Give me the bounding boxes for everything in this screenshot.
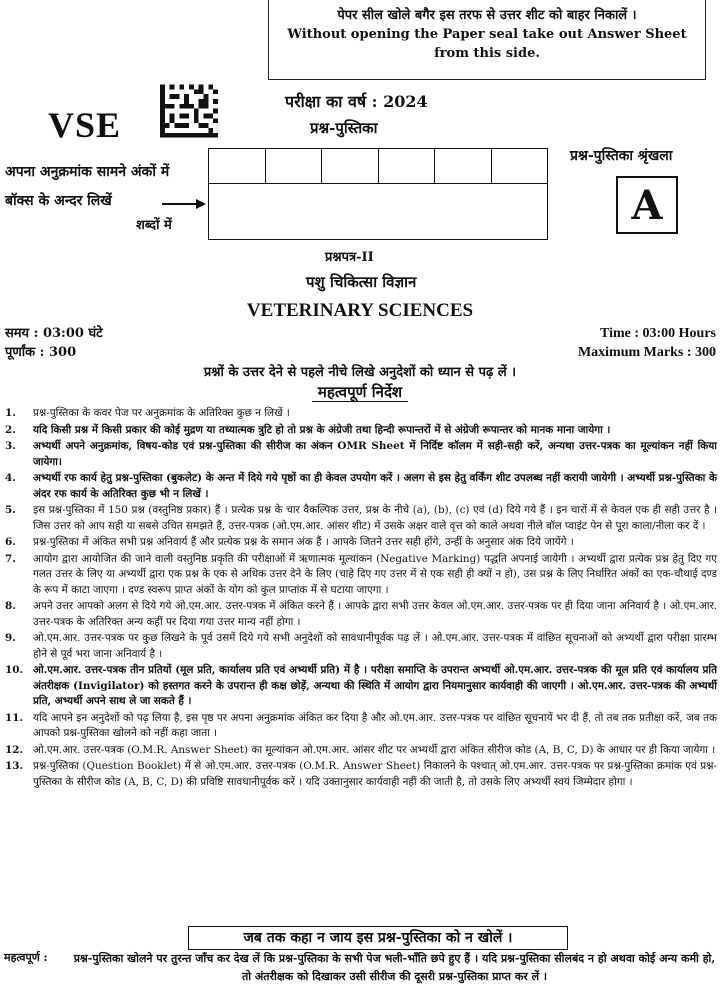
instruction-text: प्रश्न-पुस्तिका में अंकित सभी प्रश्न अनिवार्य हैं और प्रत्येक प्रश्न के समान अंक हैं । आपके जितने उत्तर सही होंगे, उन्हीं के अनुसार अंक दिये जायेंगे । <box>33 536 574 548</box>
roll-instruction <box>5 158 169 216</box>
arrow-right-icon <box>160 196 208 212</box>
roll-digit-box[interactable] <box>379 149 436 183</box>
instruction-text: अभ्यर्थी अपने अनुक्रमांक, विषय-कोड एवं प्रश्न-पुस्तिका की सीरीज का अंकन OMR Sheet में निर्दिष्ट कॉलम में सही-सही करें, अन्यथा उत्तर-पत्रक का मूल्यांकन नहीं किया जायेगा। <box>33 440 717 468</box>
marks-hindi: पूर्णांक : 300 <box>5 345 77 360</box>
roll-digit-box[interactable] <box>266 149 323 183</box>
instruction-text: ओ.एम.आर. उत्तर-पत्रक तीन प्रतियों (मूल प्रति, कार्यालय प्रति एवं अभ्यर्थी प्रति) में है । परीक्षा समाप्ति के उपरान्त अभ्यर्थी ओ.एम.आर. उत्तर-पत्रक की मूल प्रति एवं कार्यालय प्रति अंतरीक्षक (Invigilator) को हस्तगत करने के उपरान्त ही कक्ष छोड़ें, अन्यथा की स्थिति में आयोग द्वारा नियमानुसार कार्यवाही की जाएगी । ओ.एम.आर. उत्तर-पत्रक की अभ्यर्थी प्रति, अभ्यर्थी अपने साथ ले जा सकते हैं । <box>33 664 717 707</box>
instruction-text: ओ.एम.आर. उत्तर-पत्रक पर कुछ लिखने के पूर्व उसमें दिये गये सभी अनुदेशों को सावधानीपूर्वक पढ़ लें । ओ.एम.आर. उत्तर-पत्रक में वांछित सूचनाओं को अभ्यर्थी द्वारा परीक्षा प्रारम्भ होने से पूर्व भरा जाना अनिवार्य है । <box>33 632 717 660</box>
roll-instruction-line2: बॉक्स के अन्दर लिखें <box>5 193 112 209</box>
roll-digit-box[interactable] <box>435 149 492 183</box>
roll-digit-box[interactable] <box>322 149 379 183</box>
roll-number-words-box[interactable] <box>208 184 548 240</box>
time-marks-english <box>578 324 716 362</box>
seal-notice-english: Without opening the Paper seal take out Answer Sheet from this side. <box>287 27 687 61</box>
important-heading-text: महत्वपूर्ण निर्देश <box>312 383 408 402</box>
instruction-item <box>5 663 717 710</box>
instruction-item <box>5 535 717 551</box>
seal-notice-box <box>268 0 706 80</box>
marks-english: Maximum Marks : 300 <box>577 345 716 360</box>
instruction-number: 11. <box>5 711 24 724</box>
instruction-text: यदि आपने इन अनुदेशों को पढ़ लिया है, इस पृष्ठ पर अपना अनुक्रमांक अंकित कर दिया है और ओ.एम.आर. उत्तर-पत्रक पर वांछित सूचनायें भर दी हैं, तो तब तक प्रतीक्षा करें, जब तक आपको प्रश्न-पुस्तिका खोलने को नहीं कहा जाता । <box>33 711 717 739</box>
instruction-text: अभ्यर्थी रफ कार्य हेतु प्रश्न-पुस्तिका (बुकलेट) के अन्त में दिये गये पृष्ठों का ही केवल उपयोग करें । अलग से इस हेतु वर्किंग शीट उपलब्ध नहीं करायी जायेगी । अभ्यर्थी प्रश्न-पुस्तिका के अंदर रफ कार्य के अतिरिक्त कुछ भी न लिखें । <box>33 472 717 500</box>
instruction-item <box>5 711 717 742</box>
instructions-list <box>5 406 717 791</box>
instruction-number: 2. <box>5 423 16 436</box>
time-english: Time : 03:00 Hours <box>599 326 716 341</box>
instruction-number: 7. <box>5 552 16 565</box>
instruction-item <box>5 406 717 422</box>
series-box <box>616 176 678 234</box>
instruction-text: इस प्रश्न-पुस्तिका में 150 प्रश्न (वस्तुनिष्ठ प्रकार) हैं । प्रत्येक प्रश्न के चार वैकल्पिक उत्तर, प्रश्न के नीचे (a), (b), (c) एवं (d) दिये गये हैं । इन चारों में से केवल एक ही सही उत्तर है । जिस उत्तर को आप सही या सबसे उचित समझते हैं, उत्तर-पत्रक (ओ.एम.आर. आंसर शीट) में उसके अक्षर वाले वृत्त को काले अथवा नीले बॉल प्वाइंट पेन से पूरा काला/नीला कर दें । <box>33 504 717 532</box>
instruction-number: 13. <box>5 760 24 772</box>
instruction-text: प्रश्न-पुस्तिका के कवर पेज पर अनुक्रमांक के अतिरिक्त कुछ न लिखें । <box>33 407 290 419</box>
instruction-text: प्रश्न-पुस्तिका (Question Booklet) में से ओ.एम.आर. उत्तर-पत्रक (O.M.R. Answer Sheet) निकालने के पश्चात् ओ.एम.आर. उत्तर-पत्रक पर प्रश्न-पुस्तिका क्रमांक एवं प्रश्न-पुस्तिका के सीरीज कोड (A, B, C, D) की प्रविष्टि सावधानीपूर्वक करें । यदि उक्तानुसार कार्यवाही नहीं की जाती है, तो उसके लिए अभ्यर्थी स्वयं जिम्मेदार होगा । <box>33 760 717 788</box>
series-value: A <box>631 181 663 229</box>
seal-notice-hindi: पेपर सील खोले बगैर इस तरफ से उत्तर शीट को बाहर निकालें । <box>337 8 637 23</box>
instruction-number: 3. <box>5 440 16 452</box>
roll-instruction-line1: अपना अनुक्रमांक सामने अंकों में <box>5 164 170 180</box>
instruction-item <box>5 439 717 470</box>
instruction-text: आयोग द्वारा आयोजित की जाने वाली वस्तुनिष्ठ प्रकृति की परीक्षाओं में ऋणात्मक मूल्यांकन (Negative Marking) पद्धति अपनाई जायेगी । अभ्यर्थी द्वारा प्रत्येक प्रश्न हेतु दिए गए गलत उत्तर के लिए या अभ्यर्थी द्वारा एक प्रश्न के एक से अधिक उत्तर देने के लिए (चाहे दिए गए उत्तर में से एक सही ही क्यों न हो), उस प्रश्न के लिए निर्धारित अंकों का एक-चौथाई दण्ड के रूप में काटा जाएगा । दण्ड स्वरूप प्राप्त अंकों के योग को कुल प्राप्तांक में से घटाया जाएगा । <box>33 552 717 596</box>
instruction-item <box>5 471 717 502</box>
paper-label: प्रश्नपत्र-II <box>325 250 374 265</box>
read-instructions-note: प्रश्नों के उत्तर देने से पहले नीचे लिखे अनुदेशों को ध्यान से पढ़ लें । <box>203 365 517 380</box>
instruction-number: 9. <box>5 632 16 644</box>
subject-hindi: पशु चिकित्सा विज्ञान <box>306 273 417 291</box>
instruction-item <box>5 743 717 759</box>
instruction-number: 4. <box>5 472 16 484</box>
in-words-label: शब्दों में <box>136 218 172 233</box>
instruction-text: यदि किसी प्रश्न में किसी प्रकार की कोई मुद्रण या तथ्यात्मक त्रुटि हो तो प्रश्न के अंग्रेजी तथा हिन्दी रूपान्तरों में से अंग्रेजी रूपान्तर को मानक माना जायेगा । <box>33 423 611 436</box>
exam-code: VSE <box>48 105 122 145</box>
instruction-item <box>5 759 717 790</box>
exam-year: परीक्षा का वर्ष : 2024 <box>285 92 428 111</box>
series-label: प्रश्न-पुस्तिका श्रृंखला <box>570 148 673 164</box>
important-footer-text: प्रश्न-पुस्तिका खोलने पर तुरन्त जाँच कर देख लें कि प्रश्न-पुस्तिका के सभी पेज भली-भाँति छपे हुए हैं । यदि प्रश्न-पुस्तिका सीलबंद न हो अथवा कोई अन्य कमी हो, तो अंतरीक्षक को दिखाकर उसी सीरीज की दूसरी प्रश्न-पुस्तिका प्राप्त कर लें । <box>73 952 716 983</box>
instruction-text: ओ.एम.आर. उत्तर-पत्रक (O.M.R. Answer Sheet) का मूल्यांकन ओ.एम.आर. आंसर शीट पर अभ्यर्थी द्वारा अंकित सीरीज कोड (A, B, C, D) के आधार पर ही किया जायेगा । <box>33 743 716 756</box>
roll-digit-box[interactable] <box>492 149 548 183</box>
instruction-number: 10. <box>5 664 24 676</box>
instruction-item <box>5 503 717 534</box>
instruction-number: 8. <box>5 600 16 612</box>
roll-number-digit-boxes[interactable] <box>208 148 548 184</box>
instruction-number: 5. <box>5 504 16 516</box>
instruction-item <box>5 552 717 599</box>
instruction-number: 12. <box>5 743 24 756</box>
subject-english: VETERINARY SCIENCES <box>246 300 474 321</box>
instruction-number: 1. <box>5 407 16 419</box>
roll-digit-box[interactable] <box>209 149 266 183</box>
instruction-item <box>5 631 717 662</box>
do-not-open-notice: जब तक कहा न जाय इस प्रश्न-पुस्तिका को न खोलें । <box>188 926 568 950</box>
time-marks-hindi <box>5 324 103 362</box>
booklet-label: प्रश्न-पुस्तिका <box>310 119 378 137</box>
time-hindi: समय : 03:00 घंटे <box>5 326 103 341</box>
datamatrix-code <box>160 84 218 138</box>
instruction-item <box>5 599 717 630</box>
instruction-number: 6. <box>5 536 16 548</box>
instruction-item <box>5 423 717 439</box>
important-heading <box>0 382 720 402</box>
important-footer-label: महत्वपूर्ण : <box>4 951 48 964</box>
instruction-text: अपने उत्तर आपको अलग से दिये गये ओ.एम.आर. उत्तर-पत्रक में अंकित करने हैं । आपके द्वारा सभी उत्तर केवल ओ.एम.आर. उत्तर-पत्रक पर ही दिया जाना अनिवार्य है । ओ.एम.आर. उत्तर-पत्रक के अतिरिक्त अन्य कहीं पर दिया गया उत्तर मान्य नहीं होगा । <box>33 600 717 628</box>
